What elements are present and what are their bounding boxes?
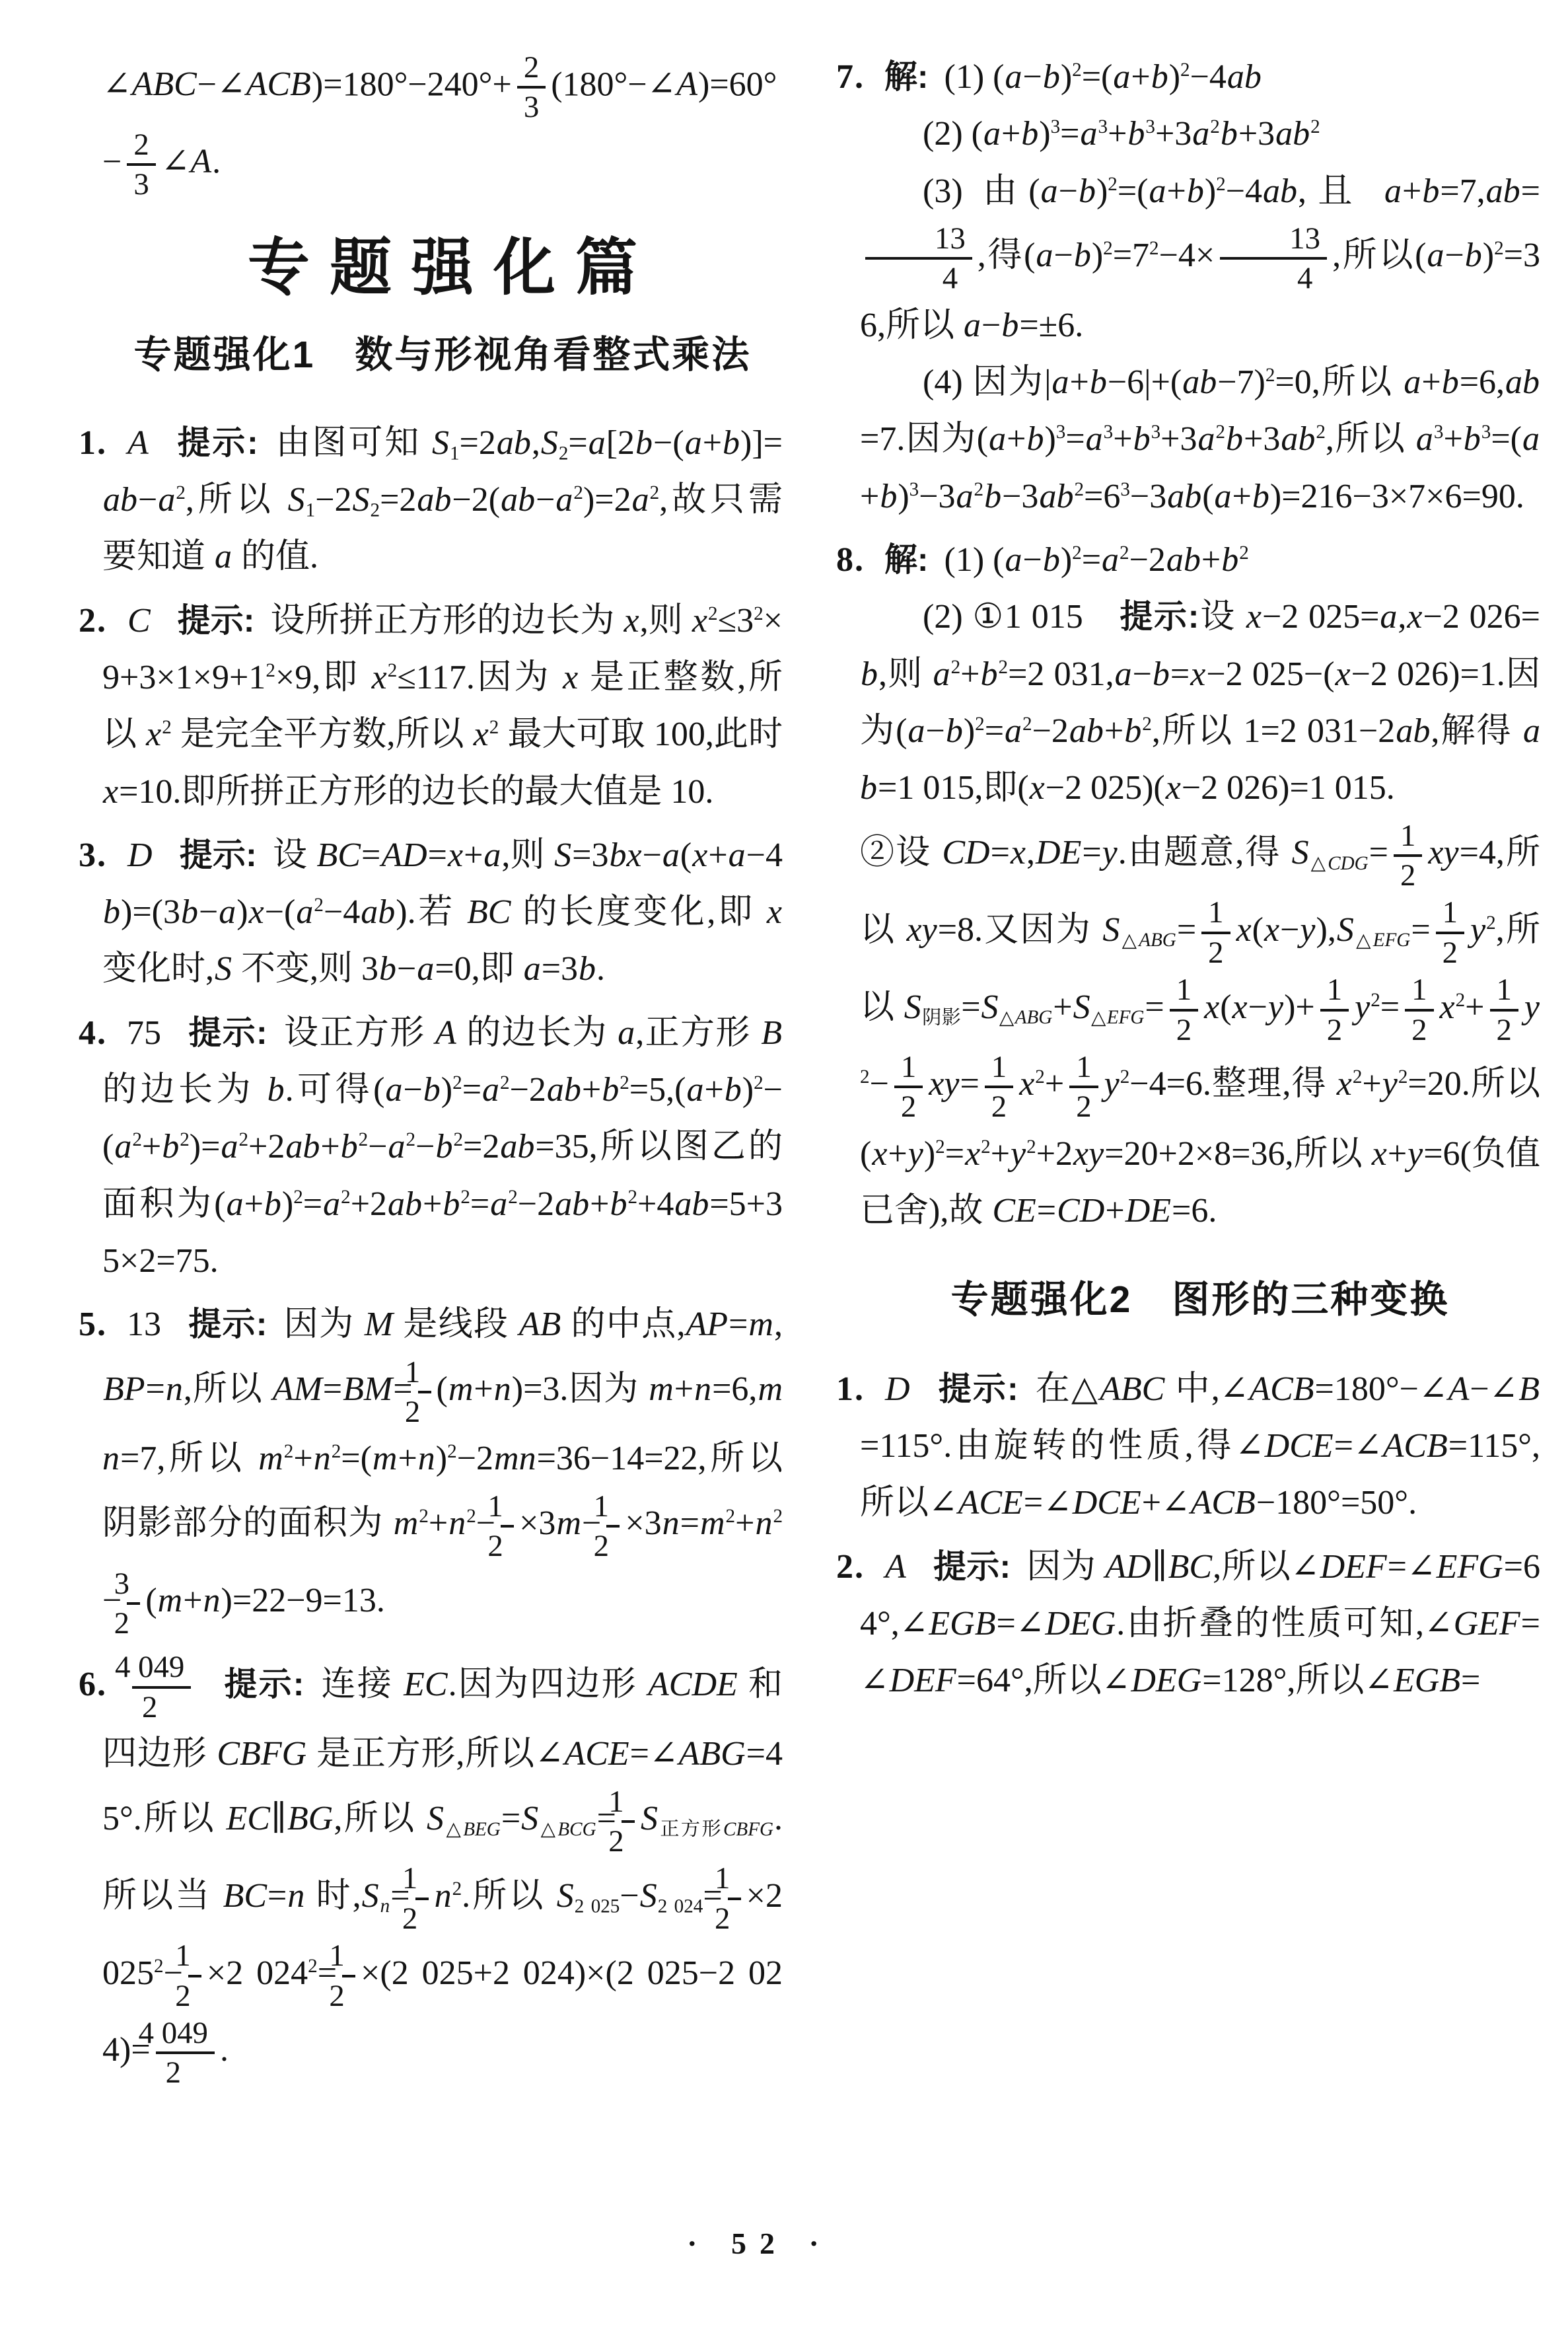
item-number: 3.: [79, 836, 107, 874]
fraction: $\frac{1}{2}$: [501, 1489, 514, 1564]
fraction: $\frac{1}{2}$: [418, 1355, 431, 1430]
math-text: 设正方形 A 的边长为 a,正方形 B 的边长为 b.可得$(a-b)^2=a^2-2ab+b^2=5,(a+b)^2-(a^2+b^2)=a^2+2ab+b^2-a^2-b^2=2ab=35$,所以图乙的面积为$(a+b)^2=a^2+2ab+b^2=a^2-2ab+b^2+4ab=5+35\times 2=75$.: [102, 1014, 783, 1280]
fraction: $\frac{2}{3}$: [517, 50, 546, 125]
fraction: $\frac{3}{2}$: [127, 1567, 140, 1641]
hint-label: 提示:: [175, 424, 258, 461]
answer-value: D: [127, 836, 153, 874]
answer-value: D: [885, 1370, 910, 1408]
fraction: $\frac{1}{2}$: [415, 1861, 429, 1936]
solution-paragraph: [860, 163, 1540, 354]
hint-label: 提示:: [933, 1547, 1011, 1585]
math-text: 连接 EC.因为四边形 ACDE 和四边形 CBFG 是正方形,所以∠ACE=∠ABG=45°.所以 EC∥BG,所以 $S_{\triangle BEG}=S_{\triangle BCG}=$ $\frac{1}{2}$ $S_{正方形CBFG}$.所以当 BC=n 时$,S_n=$ $\frac{1}{2}$ $n^2$.所以 $S_{2 025}-S_{2 024}=$ $\frac{1}{2}$ ×2 $025^2-$ $\frac{1}{2}$ ×2 $024^2=$ $\frac{1}{2}$ ×(2 025+2 024)×(2 025−2 024)= $\frac{4 049}{2}$ .: [102, 1665, 783, 2090]
fraction: $\frac{1}{2}$: [1405, 973, 1433, 1047]
fraction: $\frac{1}{2}$: [1394, 819, 1422, 893]
right-column: [834, 49, 1540, 1716]
item-number: 1.: [836, 1370, 865, 1408]
fraction: $\frac{1}{2}$: [1320, 973, 1349, 1047]
solution-paragraph: [836, 49, 1540, 106]
answer-item: [836, 1361, 1540, 1532]
answers-list-2: [836, 49, 1541, 1239]
answer-item: [79, 827, 783, 998]
item-number: 8.: [836, 541, 865, 579]
hint-label: 提示:: [188, 1014, 267, 1051]
fraction: $\frac{1}{2}$: [606, 1489, 620, 1564]
math-text: ②设 CD=x,DE=y.由题意,得 $S_{\triangle CDG}=$ $\frac{1}{2}$ xy=4,所以 xy=8.又因为 $S_{\triangle ABG}=$ $\frac{1}{2}$ $x(x-y),S_{\triangle EFG}=$ $\frac{1}{2}$ $y^2$,所以 $S_{阴影}=S_{\triangle ABG}+S_{\triangle EFG}=$ $\frac{1}{2}$ x(x−y)+ $\frac{1}{2}$ $y^2=$ $\frac{1}{2}$ $x^2+$ $\frac{1}{2}$ $y^2-$ $\frac{1}{2}$ xy= $\frac{1}{2}$ $x^2+$ $\frac{1}{2}$ $y^2-4=6$.整理,得 $x^2+y^2=20$.所以$(x+y)^2=x^2+y^2+2xy=20+2\times 8=36$,所以 x+y=6(负值已舍),故 CE=CD+DE=6.: [860, 818, 1541, 1230]
answer-value: 75: [127, 1014, 161, 1052]
hint-label: 提示:: [188, 1306, 267, 1343]
math-text: 设 BC=AD=x+a,则 $S=3bx-a(x+a-4b)=(3b-a)x-(a^2-4ab)$.若 BC 的长度变化,即 x 变化时,S 不变,则 3b−a=0,即 a=3b.: [102, 836, 783, 988]
fraction: $\frac{1}{2}$: [1201, 895, 1230, 970]
fraction: $\frac{13}{4}$: [865, 221, 972, 296]
solution-paragraph: [79, 1005, 783, 1290]
fraction: $\frac{1}{2}$: [728, 1861, 741, 1936]
answer-value: 13: [127, 1306, 161, 1344]
math-text: (2) $(a+b)^3=a^3+b^3+3a^2b+3ab^2$: [923, 115, 1320, 153]
math-text: (3) 由$(a-b)^2=(a+b)^2-4ab$,且 a+b=7,ab= $\frac{13}{4}$ ,得$(a-b)^2=7^2-4\times$ $\frac{13}{4}$ ,所以$(a-b)^2=36$,所以 a−b=±6.: [860, 172, 1540, 344]
math-text: 因为 M 是线段 AB 的中点,AP=m,BP=n,所以 AM=BM= $\frac{1}{2}$ (m+n)=3.因为 m+n=6,mn=7,所以 $m^2+n^2=(m+n)^2-2mn=36-14=22$,所以阴影部分的面积为 $m^2+n^2-$ $\frac{1}{2}$ ×3m− $\frac{1}{2}$ $\times 3n=m^2+n^2-$ $\frac{3}{2}$ (m+n)=22−9=13.: [102, 1306, 783, 1641]
item-number: 2.: [79, 601, 107, 640]
answer-value: [115, 1650, 196, 1724]
hint-label: 提示:: [1120, 598, 1199, 636]
math-text: (1) $(a-b)^2=a^2-2ab+b^2$: [944, 541, 1249, 579]
solution-paragraph: [79, 593, 783, 821]
hint-label: 提示:: [937, 1370, 1018, 1407]
solution-paragraph: [860, 817, 1540, 1240]
math-text: 因为 AD∥BC,所以∠DEF=∠EFG=64°,∠EGB=∠DEG.由折叠的性质可知,∠GEF=∠DEF=64°,所以∠DEG=128°,所以∠EGB=: [860, 1547, 1540, 1700]
solution-paragraph: [836, 532, 1540, 589]
answers-list-1: [79, 415, 783, 2092]
fraction: $\frac{4 049}{2}$: [132, 1650, 191, 1724]
fraction: $\frac{1}{2}$: [1069, 1050, 1098, 1125]
answer-item: [79, 593, 783, 821]
fraction: $\frac{1}{2}$: [1170, 973, 1198, 1047]
hint-label: 提示:: [177, 601, 255, 639]
fraction: $\frac{1}{2}$: [1490, 973, 1518, 1047]
solution-paragraph: [79, 415, 783, 586]
answer-value: A: [885, 1547, 906, 1586]
math-text: (4) 因为$|a+b-6|+(ab-7)^2=0$,所以 a+b=6,ab=7.因为$(a+b)^3=a^3+b^3+3a^2b+3ab^2$,所以 $a^3+b^3=(a+b)^3-3a^2b-3ab^2=6^3-3ab(a+b)=216-3\times 7\times 6=90$.: [860, 363, 1540, 515]
item-number: 6.: [79, 1665, 107, 1703]
solution-paragraph: [860, 589, 1540, 817]
answer-item: [836, 1539, 1540, 1710]
answers-list-3: [836, 1361, 1540, 1710]
answer-item: [79, 1005, 783, 1290]
solution-paragraph: [79, 1648, 783, 2091]
fraction: $\frac{1}{2}$: [1436, 895, 1464, 970]
page-footer: · 52 ·: [687, 2227, 832, 2260]
hint-label: 提示:: [179, 836, 257, 873]
item-number: 5.: [79, 1306, 107, 1344]
answer-value: C: [127, 601, 151, 640]
answer-item: [836, 532, 1541, 1239]
fraction: $\frac{1}{2}$: [985, 1050, 1013, 1125]
section1-title: 专题强化1 数与形视角看整式乘法: [133, 334, 752, 377]
solution-paragraph: [860, 354, 1540, 525]
item-number: 4.: [79, 1014, 107, 1052]
answer-item: [79, 1296, 783, 1642]
fraction: $\frac{1}{2}$: [188, 1938, 201, 2013]
solution-paragraph: [860, 106, 1540, 163]
fraction: $\frac{1}{2}$: [894, 1050, 923, 1125]
fraction: $\frac{2}{3}$: [127, 128, 155, 202]
part-title: 专题强化篇: [247, 233, 657, 303]
answer-item: [836, 49, 1540, 525]
item-number: 2.: [836, 1547, 865, 1586]
hint-label: 解:: [884, 541, 929, 578]
solution-paragraph: [836, 1361, 1540, 1532]
hint-label: 提示:: [223, 1665, 304, 1703]
answer-item: [79, 415, 783, 586]
answer-value: A: [127, 424, 149, 462]
fraction: $\frac{4 049}{2}$: [156, 2016, 215, 2090]
fraction: $\frac{1}{2}$: [342, 1938, 355, 2013]
left-column: [76, 49, 783, 2098]
item-number: 1.: [79, 424, 107, 462]
intro-paragraph: ∠ABC−∠ACB)=180°−240°+ $\frac{2}{3}$ (180°−∠A)=60°− $\frac{2}{3}$ ∠A.: [102, 50, 777, 202]
math-text: 在△ABC 中,∠ACB=180°−∠A−∠B=115°.由旋转的性质,得∠DCE=∠ACB=115°,所以∠ACE=∠DCE+∠ACB−180°=50°.: [860, 1370, 1540, 1522]
fraction: $\frac{1}{2}$: [622, 1785, 635, 1859]
fraction: $\frac{13}{4}$: [1220, 221, 1327, 296]
item-number: 7.: [836, 58, 865, 96]
hint-label: 解:: [884, 58, 929, 95]
math-text: (2) ①1 015 提示:设 x−2 025=a,x−2 026=b,则 $a^2+b^2=2$ 031,a−b=x−2 025−(x−2 026)=1.因为$(a-b)^2=a^2-2ab+b^2$,所以 1=2 031−2ab,解得 ab=1 015,即(x−2 025)(x−2 026)=1 015.: [860, 598, 1540, 807]
section2-title: 专题强化2 图形的三种变换: [950, 1278, 1450, 1321]
solution-paragraph: [836, 1539, 1540, 1710]
math-text: (1) $(a-b)^2=(a+b)^2-4ab$: [944, 58, 1262, 96]
math-text: 由图可知 $S_1=2ab,S_2=a[2b-(a+b)]=ab-a^2$,所以 $S_1-2S_2=2ab-2(ab-a^2)=2a^2$,故只需要知道 a 的值.: [102, 424, 783, 576]
answer-item: [79, 1648, 783, 2091]
solution-paragraph: [79, 1296, 783, 1642]
math-text: 设所拼正方形的边长为 x,则 $x^2\le 3^2\times 9+3\times 1\times 9+1^2\times 9$,即 $x^2\le 117$.因为 x 是正整数,所以 $x^2$ 是完全平方数,所以 $x^2$ 最大可取 100,此时 x=10.即所拼正方形的边长的最大值是 10.: [102, 601, 783, 811]
solution-paragraph: [79, 827, 783, 998]
